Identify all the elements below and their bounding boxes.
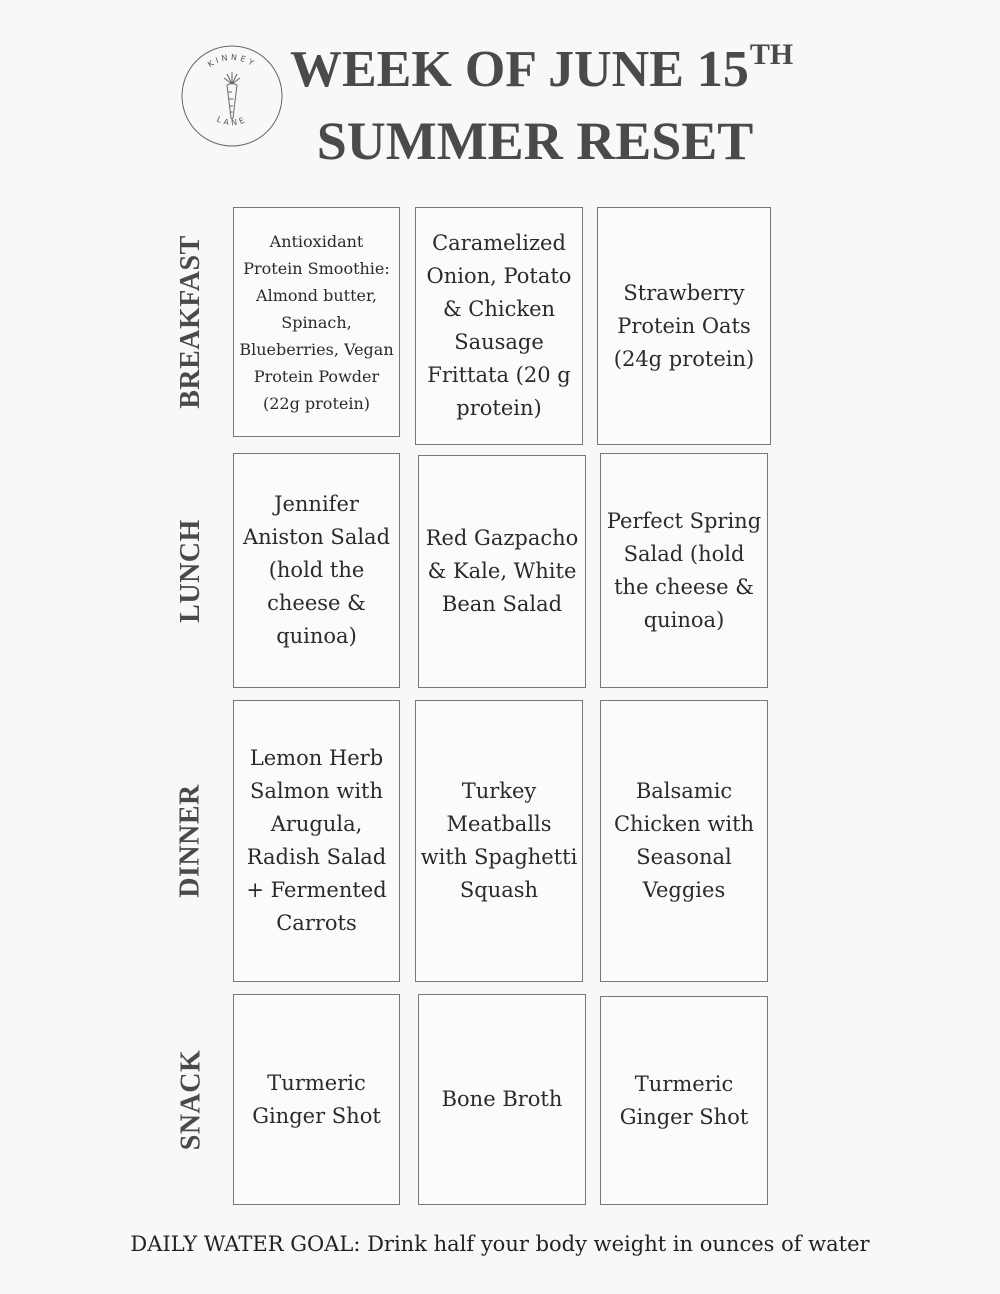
row-label-breakfast: BREAKFAST [175,235,207,409]
meal-cell-snack-3: Turmeric Ginger Shot [600,996,768,1205]
meal-cell-breakfast-1: Antioxidant Protein Smoothie: Almond butter, Spinach, Blueberries, Vegan Protein Powder (22g protein) [233,207,400,437]
svg-text:KINNEY: KINNEY [206,52,258,70]
meal-cell-lunch-3: Perfect Spring Salad (hold the cheese & quinoa) [600,453,768,688]
page-subtitle: SUMMER RESET [316,111,754,171]
carrot-logo-icon [180,44,284,148]
meal-cell-dinner-1: Lemon Herb Salmon with Arugula, Radish Salad + Fermented Carrots [233,700,400,982]
title-superscript: TH [749,38,794,71]
meal-cell-breakfast-2: Caramelized Onion, Potato & Chicken Sausage Frittata (20 g protein) [415,207,583,445]
meal-cell-lunch-2: Red Gazpacho & Kale, White Bean Salad [418,455,586,688]
meal-cell-snack-2: Bone Broth [418,994,586,1205]
kinney-lane-logo [180,44,284,148]
daily-water-goal: DAILY WATER GOAL: Drink half your body weight in ounces of water [130,1232,870,1256]
meal-cell-lunch-1: Jennifer Aniston Salad (hold the cheese & quinoa) [233,453,400,688]
meal-cell-snack-1: Turmeric Ginger Shot [233,994,400,1205]
row-label-snack: SNACK [175,1049,207,1150]
meal-cell-breakfast-3: Strawberry Protein Oats (24g protein) [597,207,771,445]
svg-text:LANE: LANE [215,114,249,128]
meal-cell-dinner-2: Turkey Meatballs with Spaghetti Squash [415,700,583,982]
page-title: WEEK OF JUNE 15TH [290,38,794,98]
meal-cell-dinner-3: Balsamic Chicken with Seasonal Veggies [600,700,768,982]
row-label-lunch: LUNCH [175,518,206,623]
row-label-dinner: DINNER [175,784,206,898]
